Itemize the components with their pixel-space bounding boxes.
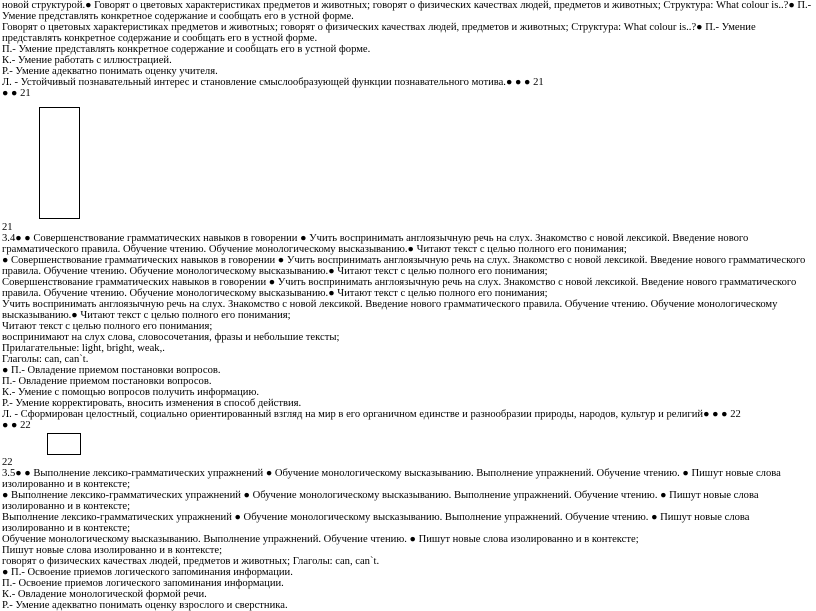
text-line: К.- Умение с помощью вопросов получить информацию. bbox=[2, 387, 260, 398]
text-line: К.- Умение работать с иллюстрацией. bbox=[2, 55, 172, 66]
text-line: ● ● 22 bbox=[2, 420, 31, 431]
text-line: К.- Овладение монологической формой речи. bbox=[2, 589, 207, 600]
text-line: Выполнение лексико-грамматических упражнений ● Обучение монологическому высказыванию. Выполнение упражнений. Обучение чтению. ● Пишут новые слова изолированно и в контексте; bbox=[2, 512, 750, 534]
text-line: Совершенствование грамматических навыков в говорении ● Учить воспринимать англоязычную речь на слух. Знакомство с новой лексикой. Введение нового грамматического правила. Обучение чтению. Обучение монологическому высказыванию.● Читают текст с целью полного его понимания; bbox=[2, 277, 797, 299]
text-line: ● П.- Освоение приемов логического запоминания информации. bbox=[2, 567, 293, 578]
text-line: 22 bbox=[2, 457, 13, 468]
image-placeholder bbox=[47, 433, 81, 455]
text-line: Л. - Сформирован целостный, социально ориентированный взгляд на мир в его органичном единстве и разнообразии природы, народов, культур и религий● ● ● 22 bbox=[2, 409, 741, 420]
text-line: новой структурой.● Говорят о цветовых характеристиках предметов и животных; говорят о физических качествах людей, предметов и животных; Структура: What colour is..?● П.- Умение представлять конкретное содержание и сообщать его в устной форме. bbox=[2, 0, 812, 22]
text-line: Учить воспринимать англоязычную речь на слух. Знакомство с новой лексикой. Введение нового грамматического правила. Обучение чтению. Обучение монологическому высказыванию.● Читают текст с целью полного его понимания; bbox=[2, 299, 778, 321]
text-line: Пишут новые слова изолированно и в контексте; bbox=[2, 545, 223, 556]
image-placeholder-area bbox=[2, 431, 814, 457]
text-line: воспринимают на слух слова, словосочетания, фразы и небольшие тексты; bbox=[2, 332, 340, 343]
text-line: Р.- Умение адекватно понимать оценку взрослого и сверстника. bbox=[2, 600, 288, 611]
image-placeholder bbox=[39, 107, 80, 219]
text-line: П.- Умение представлять конкретное содержание и сообщать его в устной форме. bbox=[2, 44, 371, 55]
text-line: ● Выполнение лексико-грамматических упражнений ● Обучение монологическому высказыванию. Выполнение упражнений. Обучение чтению. ● Пишут новые слова изолированно и в контексте; bbox=[2, 490, 759, 512]
text-line: Л. - Устойчивый познавательный интерес и становление смыслообразующей функции познавательного мотива.● ● ● 21 bbox=[2, 77, 544, 88]
text-line: 3.5● ● Выполнение лексико-грамматических упражнений ● Обучение монологическому высказыванию. Выполнение упражнений. Обучение чтению. ● Пишут новые слова изолированно и в контексте; bbox=[2, 468, 781, 490]
text-line: Говорят о цветовых характеристиках предметов и животных; говорят о физических качествах людей, предметов и животных; Структура: What colour is..?● П.- Умение представлять конкретное содержание и сообщать его в устной форме. bbox=[2, 22, 756, 44]
text-line: ● Совершенствование грамматических навыков в говорении ● Учить воспринимать англоязычную речь на слух. Знакомство с новой лексикой. Введение нового грамматического правила. Обучение чтению. Обучение монологическому высказыванию.● Читают текст с целью полного его понимания; bbox=[2, 255, 806, 277]
text-line: говорят о физических качествах людей, предметов и животных; Глаголы: can, can`t. bbox=[2, 556, 380, 567]
text-line: 21 bbox=[2, 222, 13, 233]
text-line: Читают текст с целью полного его понимания; bbox=[2, 321, 213, 332]
text-line: П.- Овладение приемом постановки вопросов. bbox=[2, 376, 212, 387]
text-line: ● ● 21 bbox=[2, 88, 31, 99]
text-line: Глаголы: can, can`t. bbox=[2, 354, 89, 365]
text-line: Прилагательные: light, bright, weak,. bbox=[2, 343, 165, 354]
text-line: Р.- Умение адекватно понимать оценку учителя. bbox=[2, 66, 218, 77]
text-line: 3.4● ● Совершенствование грамматических навыков в говорении ● Учить воспринимать англоязычную речь на слух. Знакомство с новой лексикой. Введение нового грамматического правила. Обучение чтению. Обучение монологическому высказыванию.● Читают текст с целью полного его понимания; bbox=[2, 233, 749, 255]
image-placeholder-area bbox=[2, 99, 814, 222]
text-line: П.- Освоение приемов логического запоминания информации. bbox=[2, 578, 284, 589]
text-line: Обучение монологическому высказыванию. Выполнение упражнений. Обучение чтению. ● Пишут новые слова изолированно и в контексте; bbox=[2, 534, 639, 545]
text-line: ● П.- Овладение приемом постановки вопросов. bbox=[2, 365, 221, 376]
text-line: Р.- Умение корректировать, вносить изменения в способ действия. bbox=[2, 398, 302, 409]
